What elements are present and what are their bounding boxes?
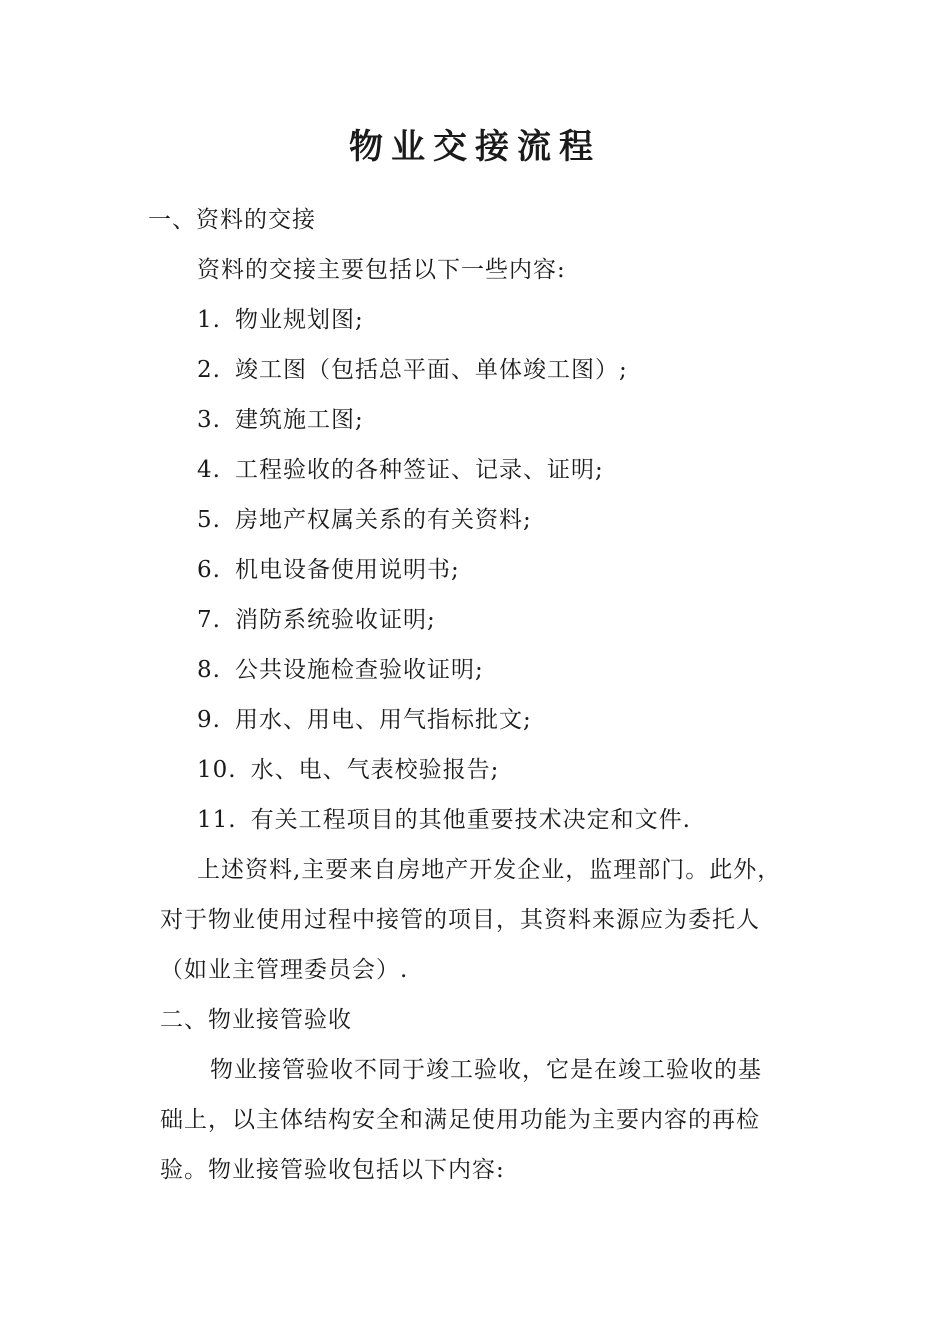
list-item-text: 工程验收的各种签证、记录、证明; [234, 457, 604, 483]
summary-line: 对于物业使用过程中接管的项目，其资料来源应为委托人 [160, 907, 760, 933]
list-item-number: 11. [197, 807, 237, 833]
list-item [197, 703, 532, 737]
list-item-text: 竣工图（包括总平面、单体竣工图）; [234, 357, 628, 383]
list-item [197, 753, 499, 787]
list-item [197, 353, 628, 387]
body-line: 物业接管验收不同于竣工验收，它是在竣工验收的基 [210, 1057, 762, 1083]
list-item-number: 8. [197, 657, 221, 683]
list-item-number: 3. [197, 407, 221, 433]
list-item [197, 303, 364, 337]
list-item [197, 803, 691, 837]
list-item-number: 10. [197, 757, 237, 783]
list-item-text: 房地产权属关系的有关资料; [234, 507, 532, 533]
summary-line: （如业主管理委员会）. [160, 957, 409, 983]
list-item-text: 有关工程项目的其他重要技术决定和文件. [250, 807, 691, 833]
list-item-number: 6. [197, 557, 221, 583]
list-item-text: 水、电、气表校验报告; [250, 757, 500, 783]
list-item-number: 2. [197, 357, 221, 383]
list-item-text: 机电设备使用说明书; [234, 557, 460, 583]
section-heading-1: 一、资料的交接 [148, 207, 316, 233]
body-line: 础上，以主体结构安全和满足使用功能为主要内容的再检 [160, 1107, 760, 1133]
list-item-number: 5. [197, 507, 221, 533]
list-item-number: 1. [197, 307, 221, 333]
list-item-text: 建筑施工图; [234, 407, 364, 433]
list-item [197, 653, 484, 687]
page-title: 物业交接流程 [349, 127, 601, 167]
list-item-text: 物业规划图; [234, 307, 364, 333]
list-item-number: 4. [197, 457, 221, 483]
section-intro: 资料的交接主要包括以下一些内容: [197, 257, 566, 283]
list-item-text: 消防系统验收证明; [234, 607, 436, 633]
summary-line: 上述资料,主要来自房地产开发企业，监理部门。此外， [197, 857, 782, 883]
list-item [197, 553, 460, 587]
list-item [197, 453, 604, 487]
list-item [197, 503, 532, 537]
list-item [197, 403, 364, 437]
section-heading-2: 二、物业接管验收 [160, 1007, 352, 1033]
body-line: 验。物业接管验收包括以下内容: [160, 1157, 505, 1183]
list-item-text: 用水、用电、用气指标批文; [234, 707, 532, 733]
list-item-number: 9. [197, 707, 221, 733]
list-item-number: 7. [197, 607, 221, 633]
list-item-text: 公共设施检查验收证明; [234, 657, 484, 683]
list-item [197, 603, 436, 637]
